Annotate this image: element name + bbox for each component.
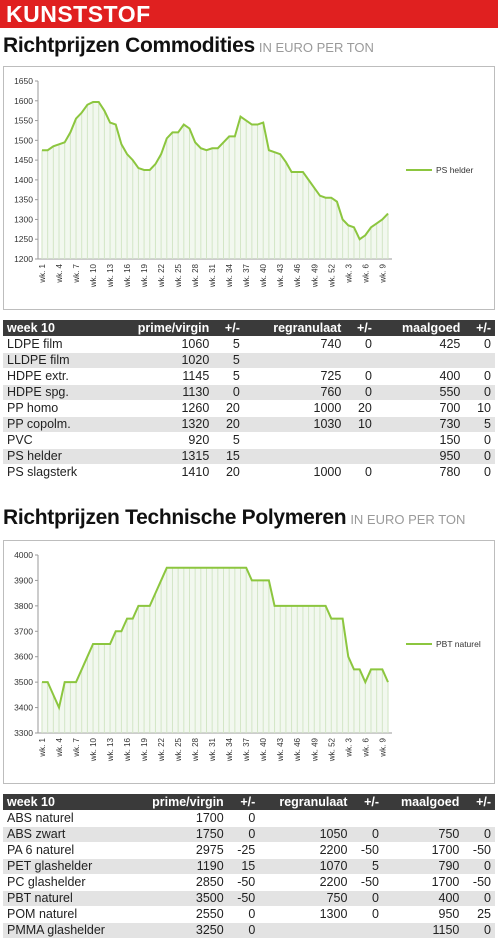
section-banner <box>0 0 498 28</box>
price-cell: 700 <box>376 400 464 416</box>
price-cell: 5 <box>213 368 244 384</box>
y-tick-label: 1200 <box>14 254 33 264</box>
price-cell <box>345 432 376 448</box>
x-tick-label: wk. 49 <box>310 738 320 762</box>
table-row <box>3 432 495 448</box>
price-cell: -50 <box>463 842 495 858</box>
x-tick-label: wk. 16 <box>123 264 133 288</box>
price-cell: -50 <box>351 842 383 858</box>
price-cell: 740 <box>244 336 345 352</box>
x-tick-label: wk. 6 <box>361 738 371 757</box>
x-tick-label: wk. 22 <box>157 738 167 762</box>
commodities-title: Richtprijzen Commodities <box>3 34 255 57</box>
x-tick-label: wk. 6 <box>361 264 371 283</box>
ps-helder-chart <box>3 66 495 310</box>
material-name-cell: ABS naturel <box>3 810 131 826</box>
material-name-cell: PC glashelder <box>3 874 131 890</box>
column-header: +/- <box>463 794 495 810</box>
table-row <box>3 890 495 906</box>
price-cell: 0 <box>228 906 260 922</box>
price-cell: 150 <box>376 432 464 448</box>
price-cell: 10 <box>464 400 495 416</box>
price-cell <box>244 448 345 464</box>
price-cell: 0 <box>464 336 495 352</box>
price-cell: 0 <box>463 922 495 938</box>
y-tick-label: 4000 <box>14 550 33 560</box>
price-cell: 0 <box>213 384 244 400</box>
column-header: maalgoed <box>383 794 463 810</box>
material-name-cell: PVC <box>3 432 107 448</box>
price-cell: 730 <box>376 416 464 432</box>
price-cell: 1150 <box>383 922 463 938</box>
price-cell: 1260 <box>107 400 213 416</box>
price-cell: 1130 <box>107 384 213 400</box>
commodities-unit: IN EURO PER TON <box>258 40 374 55</box>
price-cell: 750 <box>259 890 351 906</box>
price-cell: 2550 <box>131 906 227 922</box>
x-tick-label: wk. 46 <box>293 264 303 288</box>
y-tick-label: 3700 <box>14 626 33 637</box>
price-cell: 3250 <box>131 922 227 938</box>
table-header-row <box>3 794 495 810</box>
price-cell: 2850 <box>131 874 227 890</box>
column-header: prime/virgin <box>131 794 227 810</box>
table-row <box>3 384 495 400</box>
price-cell: 550 <box>376 384 464 400</box>
y-tick-label: 3600 <box>14 651 33 662</box>
x-tick-label: wk. 28 <box>191 264 201 288</box>
column-header: week 10 <box>3 794 131 810</box>
x-tick-label: wk. 31 <box>208 738 218 762</box>
price-cell: -50 <box>463 874 495 890</box>
y-tick-label: 1650 <box>14 76 33 86</box>
technical-unit: IN EURO PER TON <box>350 512 466 527</box>
price-cell: 0 <box>345 368 376 384</box>
x-tick-label: wk. 4 <box>55 738 65 757</box>
column-header: +/- <box>213 320 244 336</box>
x-tick-label: wk. 31 <box>208 264 218 288</box>
price-cell: -50 <box>351 874 383 890</box>
price-cell: 0 <box>345 336 376 352</box>
x-tick-label: wk. 7 <box>72 264 82 283</box>
x-tick-label: wk. 49 <box>310 264 320 288</box>
table-row <box>3 826 495 842</box>
x-tick-label: wk. 25 <box>174 264 184 288</box>
price-cell: 0 <box>345 384 376 400</box>
y-tick-label: 1450 <box>14 155 33 166</box>
commodities-heading <box>3 34 374 58</box>
price-cell: 400 <box>383 890 463 906</box>
price-cell: 780 <box>376 464 464 480</box>
x-tick-label: wk. 28 <box>191 738 201 762</box>
y-tick-label: 1350 <box>14 194 33 205</box>
column-header: week 10 <box>3 320 107 336</box>
x-tick-label: wk. 40 <box>259 264 269 288</box>
price-cell: 0 <box>228 826 260 842</box>
price-cell: 5 <box>213 336 244 352</box>
technical-price-table <box>3 794 495 939</box>
series-area-fill <box>42 568 388 733</box>
material-name-cell: PP copolm. <box>3 416 107 432</box>
price-cell: 2200 <box>259 874 351 890</box>
price-cell: 0 <box>345 464 376 480</box>
price-cell: 1700 <box>131 810 227 826</box>
price-cell: -50 <box>228 890 260 906</box>
price-cell: 1060 <box>107 336 213 352</box>
price-cell: 1145 <box>107 368 213 384</box>
material-name-cell: PMMA glashelder <box>3 922 131 938</box>
x-tick-label: wk. 37 <box>242 264 252 288</box>
x-tick-label: wk. 25 <box>174 738 184 762</box>
x-tick-label: wk. 19 <box>140 738 150 762</box>
price-cell: 5 <box>351 858 383 874</box>
pbt-naturel-chart <box>3 540 495 784</box>
price-cell: 1700 <box>383 842 463 858</box>
price-cell: 1410 <box>107 464 213 480</box>
price-cell <box>464 352 495 368</box>
price-cell <box>345 352 376 368</box>
column-header: prime/virgin <box>107 320 213 336</box>
material-name-cell: HDPE extr. <box>3 368 107 384</box>
legend-label: PBT naturel <box>436 639 481 649</box>
x-tick-label: wk. 9 <box>378 738 388 757</box>
price-cell: 20 <box>213 416 244 432</box>
x-tick-label: wk. 1 <box>38 738 47 757</box>
price-cell: 920 <box>107 432 213 448</box>
price-cell <box>351 922 383 938</box>
x-tick-label: wk. 52 <box>327 264 337 288</box>
price-cell <box>376 352 464 368</box>
x-tick-label: wk. 43 <box>276 738 286 762</box>
column-header: +/- <box>228 794 260 810</box>
x-tick-label: wk. 34 <box>225 264 235 288</box>
price-cell <box>351 810 383 826</box>
price-cell: 1020 <box>107 352 213 368</box>
material-name-cell: PBT naturel <box>3 890 131 906</box>
price-cell: 425 <box>376 336 464 352</box>
table-row <box>3 922 495 938</box>
price-cell: 3500 <box>131 890 227 906</box>
banner-title: KUNSTSTOF <box>6 1 151 27</box>
price-cell <box>259 922 351 938</box>
technical-title: Richtprijzen Technische Polymeren <box>3 506 347 529</box>
price-cell: 1000 <box>244 464 345 480</box>
price-cell: 1750 <box>131 826 227 842</box>
price-cell: 20 <box>345 400 376 416</box>
table-row <box>3 416 495 432</box>
price-cell <box>244 432 345 448</box>
material-name-cell: LDPE film <box>3 336 107 352</box>
x-tick-label: wk. 7 <box>72 738 82 757</box>
pbt-naturel-chart-svg <box>4 541 494 783</box>
column-header: regranulaat <box>259 794 351 810</box>
table-row <box>3 906 495 922</box>
price-cell: 0 <box>351 826 383 842</box>
technical-heading <box>3 506 465 530</box>
price-cell: 5 <box>213 432 244 448</box>
price-cell: 0 <box>463 826 495 842</box>
y-tick-label: 3300 <box>14 728 33 738</box>
table-row <box>3 400 495 416</box>
x-tick-label: wk. 34 <box>225 738 235 762</box>
series-area-fill <box>42 102 388 259</box>
column-header: +/- <box>464 320 495 336</box>
x-tick-label: wk. 37 <box>242 738 252 762</box>
price-cell: 1070 <box>259 858 351 874</box>
price-cell: -50 <box>228 874 260 890</box>
table-row <box>3 842 495 858</box>
price-cell: 1190 <box>131 858 227 874</box>
price-cell: 0 <box>464 384 495 400</box>
price-cell: 1700 <box>383 874 463 890</box>
column-header: maalgoed <box>376 320 464 336</box>
x-tick-label: wk. 46 <box>293 738 303 762</box>
price-cell: 0 <box>463 858 495 874</box>
price-cell <box>259 810 351 826</box>
price-cell: 0 <box>463 890 495 906</box>
column-header: +/- <box>345 320 376 336</box>
x-tick-label: wk. 19 <box>140 264 150 288</box>
y-tick-label: 1300 <box>14 214 33 225</box>
price-cell <box>345 448 376 464</box>
price-cell: 2200 <box>259 842 351 858</box>
x-tick-label: wk. 52 <box>327 738 337 762</box>
table-row <box>3 336 495 352</box>
table-row <box>3 448 495 464</box>
y-tick-label: 3900 <box>14 575 33 586</box>
x-tick-label: wk. 13 <box>106 264 116 288</box>
commodities-price-table <box>3 320 495 481</box>
material-name-cell: HDPE spg. <box>3 384 107 400</box>
y-tick-label: 3500 <box>14 677 33 688</box>
price-cell <box>463 810 495 826</box>
price-cell: 950 <box>376 448 464 464</box>
price-cell: 15 <box>228 858 260 874</box>
price-cell <box>244 352 345 368</box>
material-name-cell: PP homo <box>3 400 107 416</box>
price-cell <box>383 810 463 826</box>
x-tick-label: wk. 3 <box>344 264 354 283</box>
price-cell: 20 <box>213 464 244 480</box>
x-tick-label: wk. 43 <box>276 264 286 288</box>
x-tick-label: wk. 40 <box>259 738 269 762</box>
x-tick-label: wk. 10 <box>89 264 99 288</box>
table-row <box>3 368 495 384</box>
material-name-cell: POM naturel <box>3 906 131 922</box>
x-tick-label: wk. 4 <box>55 264 65 283</box>
price-cell: 0 <box>464 432 495 448</box>
material-name-cell: PET glashelder <box>3 858 131 874</box>
x-tick-label: wk. 3 <box>344 738 354 757</box>
table-row <box>3 858 495 874</box>
material-name-cell: ABS zwart <box>3 826 131 842</box>
legend-label: PS helder <box>436 165 474 175</box>
price-cell: 25 <box>463 906 495 922</box>
y-tick-label: 1250 <box>14 234 33 245</box>
material-name-cell: PA 6 naturel <box>3 842 131 858</box>
x-tick-label: wk. 16 <box>123 738 133 762</box>
table-header-row <box>3 320 495 336</box>
price-cell: 5 <box>213 352 244 368</box>
price-cell: 0 <box>464 464 495 480</box>
price-cell: 950 <box>383 906 463 922</box>
price-cell: 0 <box>464 448 495 464</box>
price-cell: 0 <box>464 368 495 384</box>
price-cell: 0 <box>351 906 383 922</box>
y-tick-label: 1400 <box>14 174 33 185</box>
price-cell: 790 <box>383 858 463 874</box>
price-cell: 1030 <box>244 416 345 432</box>
price-cell: 1050 <box>259 826 351 842</box>
table-row <box>3 810 495 826</box>
table-row <box>3 464 495 480</box>
price-cell: 760 <box>244 384 345 400</box>
price-cell: 750 <box>383 826 463 842</box>
material-name-cell: PS helder <box>3 448 107 464</box>
material-name-cell: PS slagsterk <box>3 464 107 480</box>
table-row <box>3 874 495 890</box>
price-cell: 20 <box>213 400 244 416</box>
x-tick-label: wk. 9 <box>378 264 388 283</box>
x-tick-label: wk. 22 <box>157 264 167 288</box>
price-cell: 1320 <box>107 416 213 432</box>
y-tick-label: 3400 <box>14 702 33 713</box>
x-tick-label: wk. 1 <box>38 264 47 283</box>
price-cell: 5 <box>464 416 495 432</box>
y-tick-label: 1500 <box>14 135 33 146</box>
price-cell: 1300 <box>259 906 351 922</box>
price-cell: 725 <box>244 368 345 384</box>
x-tick-label: wk. 10 <box>89 738 99 762</box>
column-header: regranulaat <box>244 320 345 336</box>
price-cell: 0 <box>351 890 383 906</box>
price-cell: 0 <box>228 922 260 938</box>
price-cell: -25 <box>228 842 260 858</box>
material-name-cell: LLDPE film <box>3 352 107 368</box>
price-cell: 0 <box>228 810 260 826</box>
price-cell: 15 <box>213 448 244 464</box>
price-cell: 2975 <box>131 842 227 858</box>
y-tick-label: 1600 <box>14 95 33 106</box>
table-row <box>3 352 495 368</box>
y-tick-label: 1550 <box>14 115 33 126</box>
price-cell: 1000 <box>244 400 345 416</box>
y-tick-label: 3800 <box>14 600 33 611</box>
price-cell: 400 <box>376 368 464 384</box>
column-header: +/- <box>351 794 383 810</box>
price-cell: 10 <box>345 416 376 432</box>
price-cell: 1315 <box>107 448 213 464</box>
x-tick-label: wk. 13 <box>106 738 116 762</box>
ps-helder-chart-svg <box>4 67 494 309</box>
